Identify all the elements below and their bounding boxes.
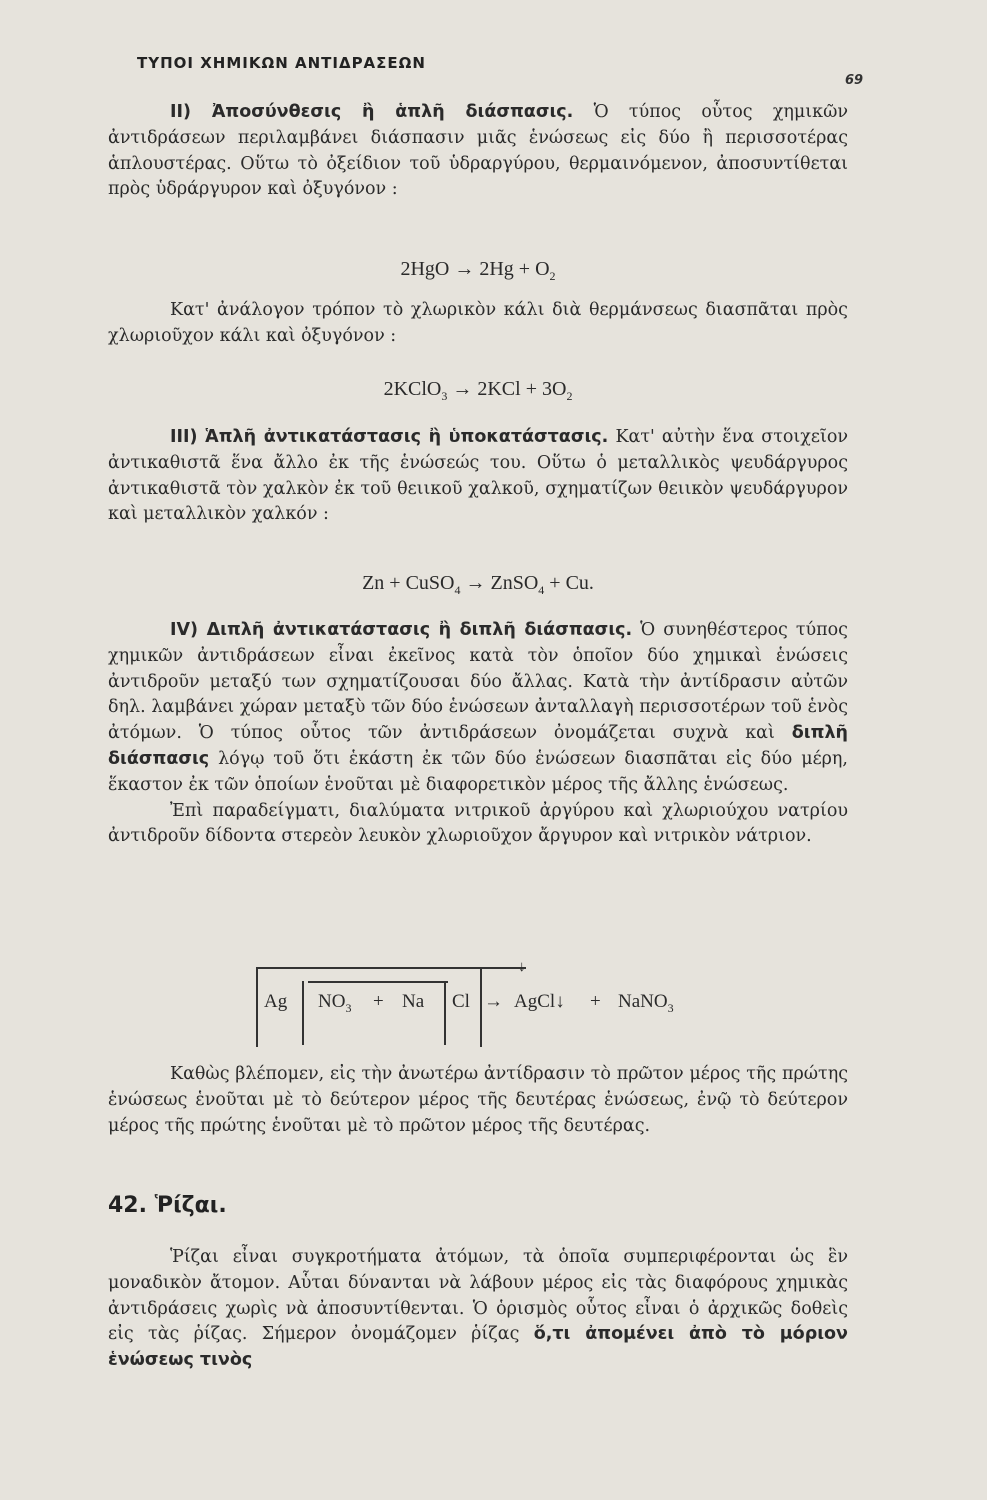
eq3-znso4: ZnSO (490, 572, 539, 594)
scheme-no3: $NO_3$ (318, 991, 352, 1015)
eq2-plus: + (525, 378, 537, 400)
section-iv-paragraph (108, 618, 848, 850)
section-42-text: Ῥίζαι εἶναι συγκροτήματα ἀτόμων, τὰ ὁποῖα συμπεριφέρονται ὡς ἓν μοναδικὸν ἄτομον. Αὗται δύνανται νὰ λάβουν μέρος εἰς τὰς διαφόρους χημικὰς ἀντιδράσεις χωρὶς νὰ ἀποσυντίθενται. Ὁ ὁρισμὸς οὗτος εἶναι ὁ ἀρχικῶς δοθεὶς εἰς τὰς ῥίζας. Σήμερον ὀνομάζομεν ῥίζας (108, 1247, 848, 1345)
scheme-arrow: → (484, 991, 503, 1012)
explanation-text: Καθὼς βλέπομεν, εἰς τὴν ἀνωτέρω ἀντίδρασιν τὸ πρῶτον μέρος τῆς πρώτης ἑνώσεως ἑνοῦται μὲ τὸ δεύτερον μέρος τῆς δευτέρας ἑνώσεως, ἐνῷ τὸ δεύτερον μέρος τῆς πρώτης ἑνοῦται μὲ τὸ πρῶτον μέρος τῆς δευτέρας. (108, 1064, 848, 1136)
page-number: 69 (845, 73, 864, 88)
eq3-cuso4-sub: 4 (454, 583, 461, 597)
eq3-plus-2: + (549, 572, 561, 594)
scheme-agcl: AgCl↓ (514, 991, 565, 1012)
eq3-znso4-sub: 4 (538, 583, 545, 597)
section-42-bold-tail: ὅ,τι ἀπομένει ἀπὸ τὸ μόριον ἑνώσεως τινὸς (108, 1324, 848, 1371)
eq2-reactant-sub: 3 (441, 389, 448, 403)
eq1-product-a: 2Hg (479, 258, 514, 280)
section-ii-heading: II) Ἀποσύνθεσις ἢ ἁπλῆ διάσπασις. (170, 102, 574, 122)
section-iv-example: Ἐπὶ παραδείγματι, διαλύματα νιτρικοῦ ἀργύρου καὶ χλωριούχου νατρίου ἀντιδροῦν δίδοντα στερεὸν λευκὸν χλωριοῦχον ἄργυρον καὶ νιτρικὸν νάτριον. (108, 800, 848, 847)
eq1-subscript: 2 (549, 269, 556, 283)
eq2-product-sub: 2 (566, 389, 573, 403)
scheme-left-line (256, 967, 258, 1047)
equation-zn-cuso4 (108, 572, 848, 598)
eq2-reactant: 2KClO (383, 378, 442, 400)
section-iv-bold-term: διπλῆ διάσπασις (108, 723, 848, 769)
scheme-plus: + (373, 991, 384, 1012)
section-iv-explanation (108, 1062, 848, 1139)
section-42-paragraph (108, 1245, 848, 1374)
equation-kclo3 (108, 378, 848, 404)
scheme-cl: Cl (452, 991, 470, 1012)
section-iv-heading: IV) Διπλῆ ἀντικατάστασις ἢ διπλῆ διάσπασις. (170, 620, 633, 640)
section-ii-text: Ὁ τύπος οὗτος χημικῶν ἀντιδράσεων περιλαμβάνει διάσπασιν μιᾶς ἑνώσεως εἰς δύο ἢ περισσοτέρας ἁπλουστέρας. Οὕτω τὸ ὀξείδιον τοῦ ὑδραργύρου, θερμαινόμενον, ἀποσυντίθεται πρὸς ὑδράργυρον καὶ ὀξυγόνον : (108, 102, 848, 200)
section-iv-text-2: λόγῳ τοῦ ὅτι ἑκάστη ἐκ τῶν δύο ἑνώσεων διασπᾶται εἰς δύο μέρη, ἕκαστον ἐκ τῶν ὁποίων ἑνοῦται μὲ διαφορετικὸν μέρος τῆς ἄλλης ἑνώσεως. (108, 748, 848, 795)
section-iii-text: Κατ' αὐτὴν ἕνα στοιχεῖον ἀντικαθιστᾶ ἕνα ἄλλο ἐκ τῆς ἑνώσεώς του. Οὕτω ὁ μεταλλικὸς ψευδάργυρος ἀντικαθιστᾶ τὸν χαλκὸν ἐκ τοῦ θειικοῦ χαλκοῦ, σχηματίζων θειικὸν ψευδάργυρον καὶ μεταλλικὸν χαλκόν : (108, 427, 848, 525)
scheme-top-arrow: ↓ (518, 959, 526, 975)
running-title: ΤΥΠΟΙ ΧΗΜΙΚΩΝ ΑΝΤΙΔΡΑΣΕΩΝ (137, 54, 426, 72)
scheme-top-line (256, 967, 526, 969)
scheme-plus-2: + (590, 991, 601, 1012)
equation-hgo (108, 258, 848, 284)
section-42-heading: 42. Ῥίζαι. (108, 1193, 227, 1218)
section-ii-text-2: Κατ' ἀνάλογον τρόπον τὸ χλωρικὸν κάλι διὰ θερμάνσεως διασπᾶται πρὸς χλωριοῦχον κάλι καὶ ὀξυγόνον : (108, 300, 848, 346)
eq1-arrow: → (454, 258, 475, 280)
section-iii-paragraph (108, 425, 848, 528)
eq1-reactant: 2HgO (400, 258, 450, 280)
eq3-cuso4: CuSO (405, 572, 455, 594)
eq2-product-a: 2KCl (477, 378, 521, 400)
eq3-plus-1: + (389, 572, 401, 594)
eq2-product-b: 3O (541, 378, 567, 400)
scheme-na: Na (402, 991, 425, 1012)
section-ii-paragraph (108, 100, 848, 203)
scheme-right-line (480, 967, 482, 1047)
scheme-nano3: NaNO$_3$ (618, 991, 674, 1015)
scheme-inner-line (308, 981, 448, 983)
section-ii-paragraph-2 (108, 298, 848, 350)
eq1-product-b: O (535, 258, 550, 280)
scheme-divider-2 (444, 981, 446, 1045)
section-iii-heading: III) Ἁπλῆ ἀντικατάστασις ἢ ὑποκατάστασις. (170, 427, 609, 447)
eq2-arrow: → (452, 378, 473, 400)
scheme-ag: Ag (264, 991, 288, 1012)
eq3-cu: Cu. (565, 572, 594, 594)
eq3-zn: Zn (362, 572, 385, 594)
section-iv-text-1: Ὁ συνηθέστερος τύπος χημικῶν ἀντιδράσεων εἶναι ἐκεῖνος κατὰ τὸν ὁποῖον δύο χημικαὶ ἑνώσεις ἀντιδροῦν μεταξύ των σχηματίζουσαι δύο ἄλλας. Κατὰ τὴν ἀντίδρασιν αὐτῶν δηλ. λαμβάνει χώραν μεταξὺ τῶν δύο ἑνώσεων ἀνταλλαγὴ περισσοτέρων τοῦ ἑνὸς ἀτόμων. Ὁ τύπος οὗτος τῶν ἀντιδράσεων ὀνομάζεται συχνὰ καὶ (108, 620, 848, 744)
eq1-plus: + (518, 258, 531, 280)
double-displacement-scheme (252, 959, 852, 1050)
eq3-arrow: → (465, 572, 486, 594)
scheme-divider-1 (302, 981, 304, 1045)
